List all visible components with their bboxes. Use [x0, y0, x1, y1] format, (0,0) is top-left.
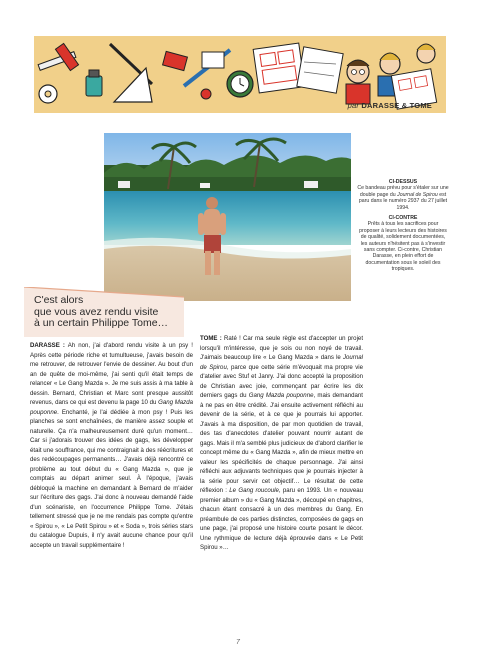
caption-text-above-a: Ce bandeau prévu pour s'étaler sur une double page du [357, 185, 449, 198]
article-text: , parce que cette série m'évoquait ma propre vie d'atelier avec Stuf et Janry. J'ai donc accepté la proposition de Christian avec joie, commençant par écrire les dix derniers gags du [200, 363, 364, 399]
article-text: Raté ! Car ma seule règle est d'accepter un projet lorsqu'il m'intéresse, que je sois ou non noyé de travail. J'aimais beaucoup lire « Le Gang Mazda » dans le [200, 335, 364, 361]
ink-bottle-icon [86, 76, 102, 96]
pull-quote-line: que vous avez rendu visite [34, 305, 159, 318]
caption-block-above [357, 179, 449, 211]
article-text: , mais demandant à ne pas en être crédité. J'ai ensuite activement réfléchi au devenir de la série, et à ce que je pourrais lui apporter. J'avais à ma disposition, de par mon quotidien de travail, des tas d'anecdotes d'atelier pouvant nourrir autant de gags. Mais il m'a semblé plus judicieux de d'abord clarifier le concept même du « Gang Mazda », afin de mieux mettre en valeur les spécificités de chaque personnage. J'ai ainsi réfléchi aux adjuvants techniques que je pourrais injecter à la série pour servir cet objectif… Le résultat de cette réflexion : [200, 392, 363, 494]
caption-text-above-b: est paru dans le numéro 2937 du 27 juillet 1994. [358, 191, 448, 211]
photo-caption [357, 179, 449, 277]
caption-title-beside: CI-CONTRE [388, 215, 418, 222]
beach-photo-illustration [104, 133, 351, 301]
article-text: Ah non, j'ai d'abord rendu visite à un psy ! Après cette période riche et tumultueuse, j'avais besoin de me retrouver, de retrouver l'envie de dessiner. Au bout d'un an de quête de moi-même, j'ai senti qu'il était temps de relancer « Le Gang Mazda ». Je me suis assis à ma table à dessin. Bernard, Christian et Marc sont presque aussitôt revenus, dans ce qui est devenu la page 10 du [30, 342, 194, 406]
pull-quote-line: C'est alors [34, 294, 84, 306]
article-column-left [30, 341, 193, 550]
pull-quote-text [34, 295, 214, 330]
beach-photo [104, 133, 351, 301]
speaker-label: DARASSE : [30, 342, 65, 349]
page-number: 7 [236, 639, 240, 646]
article-text-emphasis: Le Gang roucoule [229, 487, 279, 494]
eraser-icon [163, 51, 188, 70]
caption-text-beside: Prêts à tous les sacrifices pour proposer à leurs lecteurs des histoires de qualité, solidement documentées, les auteurs n'hésitent pas à s'investir sans compter. Ci-contre, Christian Darasse, en plein effort de documentation sous le soleil des tropiques. [359, 221, 447, 273]
banner-credit [348, 101, 432, 110]
article-text-emphasis: Journal de Spirou [200, 354, 363, 371]
sharpener-icon [202, 52, 224, 68]
article-text: . Enchanté, je l'ai dédiée à mon psy ! Puis les planches se sont enchaînées, de manière assez souple et naturelle. Ça n'a malheureusement duré qu'un moment… Car si j'adorais trouver des idées de gags, les développer était une souffrance, qui me contraignait à des réécritures et des redécoupages permanents… J'avais déjà rencontré ce problème au tout début du « Gang Mazda », que je comptais au départ animer seul. À l'époque, j'avais débloqué la machine en demandant à Bernard de m'aider sur l'écriture des gags. J'ai donc à nouveau demandé l'aide d'un scénariste, en l'occurrence Philippe Tome. J'étais tellement stressé que je ne me rendais pas compte qu'entre « Spirou », « Le Petit Spirou » et « Soda », trois séries stars du catalogue Dupuis, il n'y avait aucune chance pour qu'il accepte un travail supplémentaire ! [30, 408, 193, 549]
article-text: , paru en 1993. Un « nouveau premier album » du « Gang Mazda », découpé en chapitres, chacun étant consacré à un des membres du Gang. En préambule de ces parties distinctes, composées de gags en une page, j'ai proposé une histoire courte posant le décor. Une rythmique de lecture déjà éprouvée dans « Le Petit Spirou »… [200, 487, 363, 551]
header-banner-illustration [34, 36, 446, 113]
caption-text-above-em: Journal de Spirou [397, 191, 438, 198]
speaker-label: TOME : [200, 335, 222, 342]
pull-quote-line: à un certain Philippe Tome… [34, 317, 169, 329]
credit-prefix: par [347, 101, 360, 110]
credit-authors: DARASSE & TOME [361, 101, 432, 110]
article-text-emphasis: Gang Mazda pouponne [30, 399, 194, 416]
caption-block-beside [357, 215, 449, 273]
article-column-right [200, 334, 363, 553]
article-text-emphasis: Gang Mazda pouponne [248, 392, 314, 399]
caption-title-above: CI-DESSUS [388, 179, 418, 185]
set-square-icon [114, 68, 152, 102]
pull-quote [24, 287, 184, 337]
